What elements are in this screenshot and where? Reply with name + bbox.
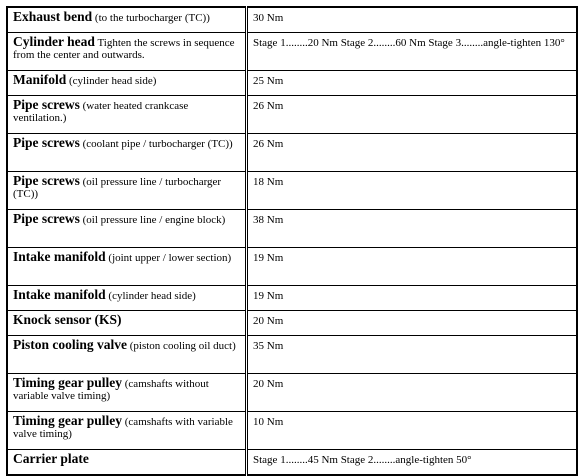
component-note: (water heated crankcase ventilation.) xyxy=(13,100,189,124)
torque-value: 19 Nm xyxy=(247,286,578,311)
component-cell xyxy=(7,33,247,71)
table-row xyxy=(7,286,577,311)
component-name: Timing gear pulley xyxy=(13,375,123,390)
component-note: (to the turbocharger (TC)) xyxy=(92,12,210,24)
torque-value: 10 Nm xyxy=(247,412,578,450)
torque-value: Stage 1........20 Nm Stage 2........60 Nm Stage 3........angle-tighten 130° xyxy=(247,33,578,71)
component-cell xyxy=(7,412,247,450)
component-name: Timing gear pulley xyxy=(13,413,123,428)
component-name: Pipe screws xyxy=(13,135,80,150)
component-note: (piston cooling oil duct) xyxy=(127,340,236,352)
component-name: Exhaust bend xyxy=(13,9,93,24)
component-cell xyxy=(7,374,247,412)
component-note: (oil pressure line / engine block) xyxy=(79,214,226,226)
component-name: Piston cooling valve xyxy=(13,337,127,352)
component-name: Pipe screws xyxy=(13,173,80,188)
torque-value: 20 Nm xyxy=(247,311,578,336)
table-row xyxy=(7,374,577,412)
component-note: (camshafts with variable valve timing) xyxy=(13,416,233,440)
component-note: (oil pressure line / turbocharger (TC)) xyxy=(13,176,222,200)
component-cell xyxy=(7,71,247,96)
component-name: Carrier plate xyxy=(13,451,89,466)
component-note: (cylinder head side) xyxy=(105,290,196,302)
table-row xyxy=(7,71,577,96)
torque-value: 20 Nm xyxy=(247,374,578,412)
component-cell xyxy=(7,336,247,374)
component-note: (joint upper / lower section) xyxy=(105,252,232,264)
table-row xyxy=(7,96,577,134)
component-note: (cylinder head side) xyxy=(66,75,157,87)
table-row xyxy=(7,210,577,248)
component-cell xyxy=(7,311,247,336)
torque-value: 26 Nm xyxy=(247,134,578,172)
component-cell xyxy=(7,248,247,286)
table-row xyxy=(7,336,577,374)
torque-value: 25 Nm xyxy=(247,71,578,96)
component-name: Intake manifold xyxy=(13,287,106,302)
component-cell xyxy=(7,96,247,134)
component-name: Pipe screws xyxy=(13,97,80,112)
table-row xyxy=(7,412,577,450)
table-row xyxy=(7,7,577,33)
torque-value: 18 Nm xyxy=(247,172,578,210)
component-cell xyxy=(7,286,247,311)
torque-value: 30 Nm xyxy=(247,7,578,33)
component-note: Tighten the screws in sequence from the center and outwards. xyxy=(13,37,235,61)
torque-value: 26 Nm xyxy=(247,96,578,134)
component-cell xyxy=(7,210,247,248)
component-name: Cylinder head xyxy=(13,34,95,49)
component-cell xyxy=(7,172,247,210)
torque-value: Stage 1........45 Nm Stage 2........angle-tighten 50° xyxy=(247,450,578,476)
table-row xyxy=(7,311,577,336)
component-note: (coolant pipe / turbocharger (TC)) xyxy=(79,138,233,150)
component-name: Knock sensor (KS) xyxy=(13,312,122,327)
table-row xyxy=(7,248,577,286)
component-cell xyxy=(7,450,247,476)
component-cell xyxy=(7,7,247,33)
component-note: (camshafts without variable valve timing) xyxy=(13,378,209,402)
component-name: Intake manifold xyxy=(13,249,106,264)
torque-value: 19 Nm xyxy=(247,248,578,286)
component-name: Manifold xyxy=(13,72,67,87)
torque-specifications-table xyxy=(6,6,578,476)
table-row xyxy=(7,33,577,71)
table-row xyxy=(7,134,577,172)
table-row xyxy=(7,450,577,476)
torque-value: 38 Nm xyxy=(247,210,578,248)
component-name: Pipe screws xyxy=(13,211,80,226)
table-row xyxy=(7,172,577,210)
component-cell xyxy=(7,134,247,172)
torque-value: 35 Nm xyxy=(247,336,578,374)
